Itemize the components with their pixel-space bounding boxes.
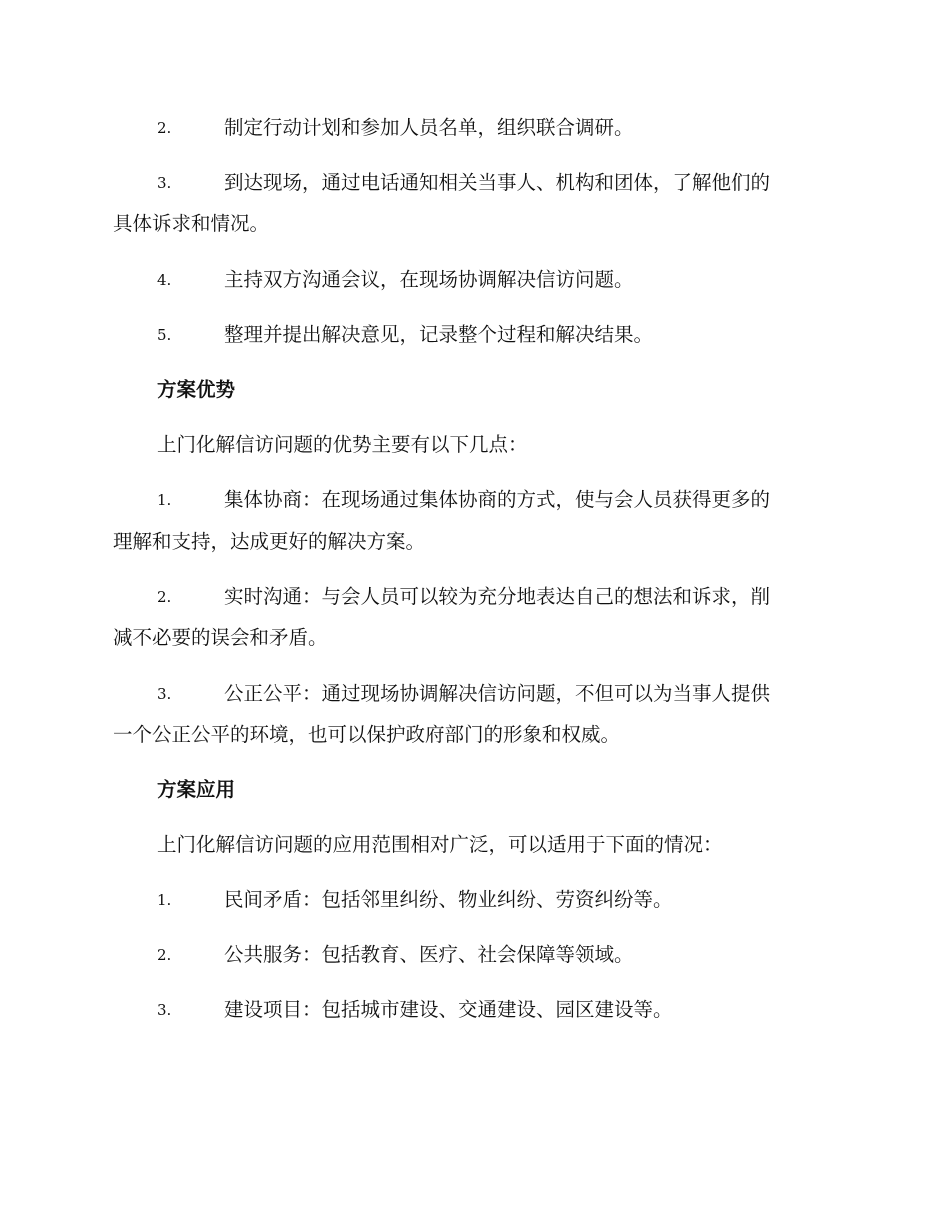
section-intro-application: 上门化解信访问题的应用范围相对广泛，可以适用于下面的情况： [157,833,723,856]
application-text: 民间矛盾：包括邻里纠纷、物业纠纷、劳资纠纷等。 [224,888,673,911]
application-number: 3. [157,1001,172,1019]
advantage-text-continued: 减不必要的误会和矛盾。 [113,626,328,649]
step-text: 主持双方沟通会议，在现场协调解决信访问题。 [224,268,634,291]
advantage-text: 集体协商：在现场通过集体协商的方式，使与会人员获得更多的 [224,488,771,511]
step-number: 4. [157,271,172,289]
advantage-text-continued: 理解和支持，达成更好的解决方案。 [113,530,426,553]
application-number: 1. [157,891,172,909]
step-number: 5. [157,326,172,344]
step-text-continued: 具体诉求和情况。 [113,212,270,235]
section-heading-application: 方案应用 [157,778,236,801]
advantage-number: 3. [157,685,172,703]
advantage-text-continued: 一个公正公平的环境，也可以保护政府部门的形象和权威。 [113,723,621,746]
step-text: 到达现场，通过电话通知相关当事人、机构和团体，了解他们的 [224,171,771,194]
advantage-text: 实时沟通：与会人员可以较为充分地表达自己的想法和诉求，削 [224,585,771,608]
advantage-number: 1. [157,491,172,509]
application-text: 公共服务：包括教育、医疗、社会保障等领域。 [224,943,634,966]
advantage-number: 2. [157,588,172,606]
application-number: 2. [157,946,172,964]
step-number: 2. [157,119,172,137]
step-text: 制定行动计划和参加人员名单，组织联合调研。 [224,116,634,139]
step-text: 整理并提出解决意见，记录整个过程和解决结果。 [224,323,654,346]
application-text: 建设项目：包括城市建设、交通建设、园区建设等。 [224,998,673,1021]
section-heading-advantages: 方案优势 [157,378,236,401]
section-intro-advantages: 上门化解信访问题的优势主要有以下几点： [157,433,528,456]
step-number: 3. [157,174,172,192]
advantage-text: 公正公平：通过现场协调解决信访问题，不但可以为当事人提供 [224,682,771,705]
